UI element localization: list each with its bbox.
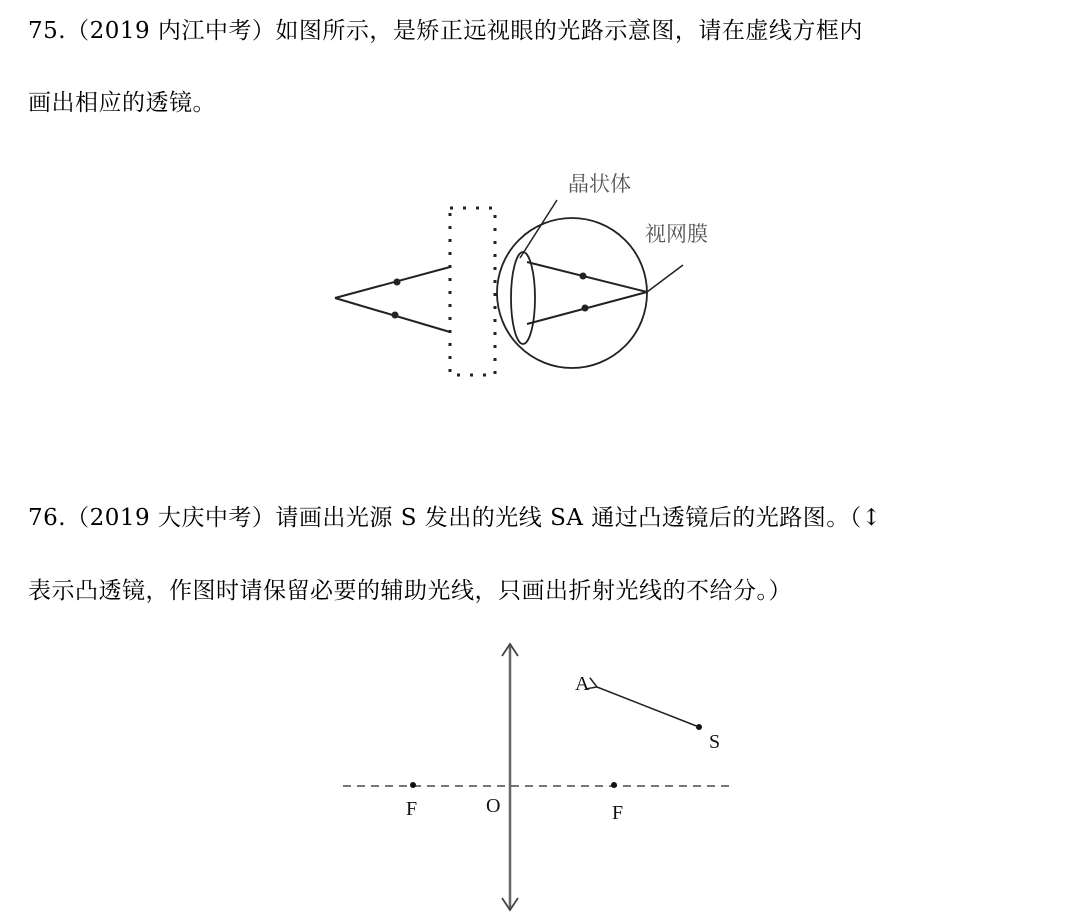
eye-diagram [335, 200, 683, 375]
retina-pointer [647, 265, 683, 292]
eyeball [497, 218, 647, 368]
point-a-label: A [575, 673, 590, 695]
ray-arrow [583, 306, 588, 311]
q76-text-line1: 76.（2019 大庆中考）请画出光源 S 发出的光线 SA 通过凸透镜后的光路图。（↕ [28, 505, 882, 531]
focus-left-label: F [406, 798, 418, 820]
refracted-ray-upper [527, 262, 647, 292]
ray-arrow [395, 280, 400, 285]
focus-left-point [410, 782, 416, 788]
ray-sa [597, 687, 699, 727]
q75-text-line2: 画出相应的透镜。 [28, 90, 216, 116]
crystalline-lens [511, 252, 535, 344]
ray-arrow [393, 313, 398, 318]
point-s-label: S [709, 731, 721, 753]
convex-lens-diagram [343, 644, 732, 910]
ray-arrow [581, 274, 586, 279]
origin-label: O [486, 795, 501, 817]
q75-text-line1: 75.（2019 内江中考）如图所示，是矫正远视眼的光路示意图，请在虚线方框内 [28, 18, 863, 44]
focus-right-label: F [612, 802, 624, 824]
incoming-ray-upper [335, 267, 450, 298]
retina-label: 视网膜 [645, 222, 708, 246]
lens-pointer [520, 200, 557, 258]
focus-right-point [611, 782, 617, 788]
dashed-lens-box [450, 208, 495, 375]
lens-label: 晶状体 [568, 172, 631, 196]
q76-text-line2: 表示凸透镜，作图时请保留必要的辅助光线，只画出折射光线的不给分。） [28, 578, 792, 604]
